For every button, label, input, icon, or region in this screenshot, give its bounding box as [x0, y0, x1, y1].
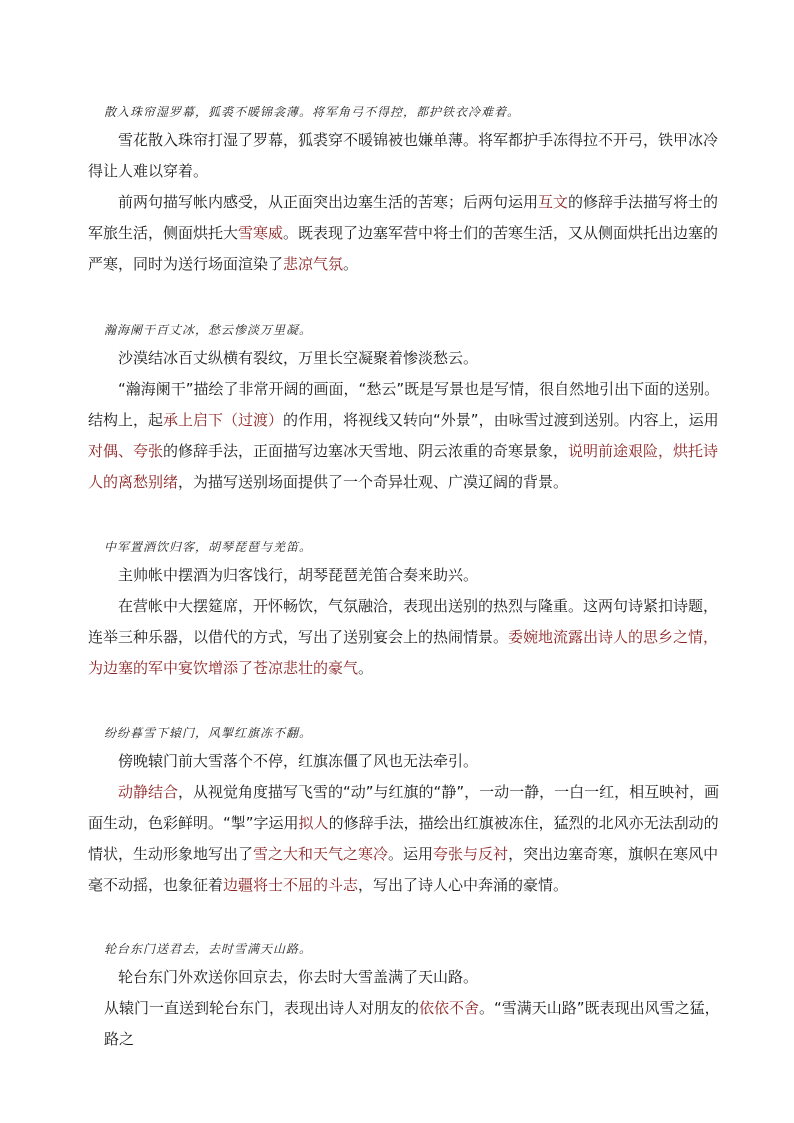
- text-run: 。: [343, 255, 359, 273]
- text-run: 的作用，将视线又转向“外景”，由咏雪过渡到送别。内容上，运用: [283, 411, 719, 429]
- verse-line-1: 散入珠帘湿罗幕，狐裘不暖锦衾薄。将军角弓不得控，都护铁衣冷难着。: [104, 105, 521, 119]
- verse-line-5: 轮台东门送君去，去时雪满天山路。: [104, 942, 313, 956]
- text-run: ，写出了诗人心中奔涌的豪情。: [358, 876, 569, 894]
- text-run: ，突出边塞奇寒，旗帜在寒风中毫不动摇，也象征着: [88, 845, 719, 894]
- highlighted-phrase: 依依不舍: [419, 999, 480, 1017]
- translation-1: 雪花散入珠帘打湿了罗幕，狐裘穿不暖锦被也嫌单薄。将军都护手冻得拉不开弓，铁甲冰冷得让人难以穿着。: [88, 131, 719, 180]
- analysis-4: [88, 777, 726, 901]
- highlighted-phrase: 夸张与反衬: [433, 845, 509, 863]
- text-run: 前两句描写帐内感受，从正面突出边塞生活的苦寒；后两句运用: [118, 193, 539, 211]
- text-run: “瀚海阑干”描绘了非常开阔的画面，“愁云”既是写景也是写情，很自然地引出下面的送别。结构上，起: [88, 380, 720, 429]
- verse-line-2: 瀚海阑干百丈冰，愁云惨淡万里凝。: [104, 323, 313, 337]
- analysis-2: [88, 374, 726, 498]
- highlighted-phrase: 雪寒威: [238, 224, 284, 242]
- translation-3: 主帅帐中摆酒为归客饯行，胡琴琵琶羌笛合奏来助兴。: [118, 566, 479, 584]
- highlighted-phrase: 边疆将士不屈的斗志: [223, 876, 359, 894]
- translation-5: 轮台东门外欢送你回京去，你去时大雪盖满了天山路。: [118, 968, 479, 986]
- text-run: 从辕门一直送到轮台东门，表现出诗人对朋友的: [104, 999, 420, 1017]
- verse-line-3: 中军置酒饮归客，胡琴琵琶与羌笛。: [104, 540, 313, 554]
- highlighted-phrase: 对偶、夸张: [88, 442, 164, 460]
- highlighted-phrase: 互文: [538, 193, 569, 211]
- verse-line-4: 纷纷暮雪下辕门，风掣红旗冻不翻。: [104, 726, 313, 740]
- text-run: 。“雪满天山路”既表现出风雪之猛，路之: [104, 999, 720, 1048]
- analysis-3: [88, 591, 726, 684]
- text-run: 的修辞手法，描绘出红旗被冻住，猛烈的北风亦无法刮动的情状，生动形象地写出了: [88, 814, 719, 863]
- text-run: 。: [358, 659, 374, 677]
- highlighted-phrase: 悲凉气氛: [283, 255, 344, 273]
- translation-4: 傍晚辕门前大雪落个不停，红旗冻僵了风也无法牵引。: [118, 752, 479, 770]
- text-run: 。既表现了边塞军营中将士们的苦寒生活，又从侧面烘托出边塞的严寒，同时为送行场面渲染了: [88, 224, 719, 273]
- analysis-5: [104, 993, 726, 1055]
- text-run: 在营帐中大摆筵席，开怀畅饮，气氛融洽，表现出送别的热烈与隆重。这两句诗紧扣诗题，连举三种乐器，以借代的方式，写出了送别宴会上的热闹情景。: [88, 597, 719, 646]
- highlighted-phrase: 拟人: [298, 814, 329, 832]
- analysis-1: [88, 187, 726, 280]
- text-run: 的修辞手法描写将士的军旅生活，侧面烘托大: [88, 193, 719, 242]
- translation-2: 沙漠结冰百丈纵横有裂纹，万里长空凝聚着惨淡愁云。: [118, 349, 479, 367]
- text-run: ，为描写送别场面提供了一个奇异壮观、广漠辽阔的背景。: [178, 473, 569, 491]
- highlighted-phrase: 说明前途艰险，烘托诗人的离愁别绪: [88, 442, 719, 491]
- text-run: 的修辞手法，正面描写边塞冰天雪地、阴云浓重的奇寒景象，: [163, 442, 569, 460]
- text-run: 。运用: [388, 845, 434, 863]
- highlighted-phrase: 雪之大和天气之寒冷: [253, 845, 389, 863]
- highlighted-phrase: 动静结合: [118, 783, 179, 801]
- highlighted-phrase: 委婉地流露出诗人的思乡之情，为边塞的军中宴饮增添了苍凉悲壮的豪气: [88, 628, 719, 677]
- text-run: ，从视觉角度描写飞雪的“动”与红旗的“静”，一动一静，一白一红，相互映衬，画面生动，色彩鲜明。“掣”字运用: [88, 783, 720, 832]
- highlighted-phrase: 承上启下（过渡）: [163, 411, 284, 429]
